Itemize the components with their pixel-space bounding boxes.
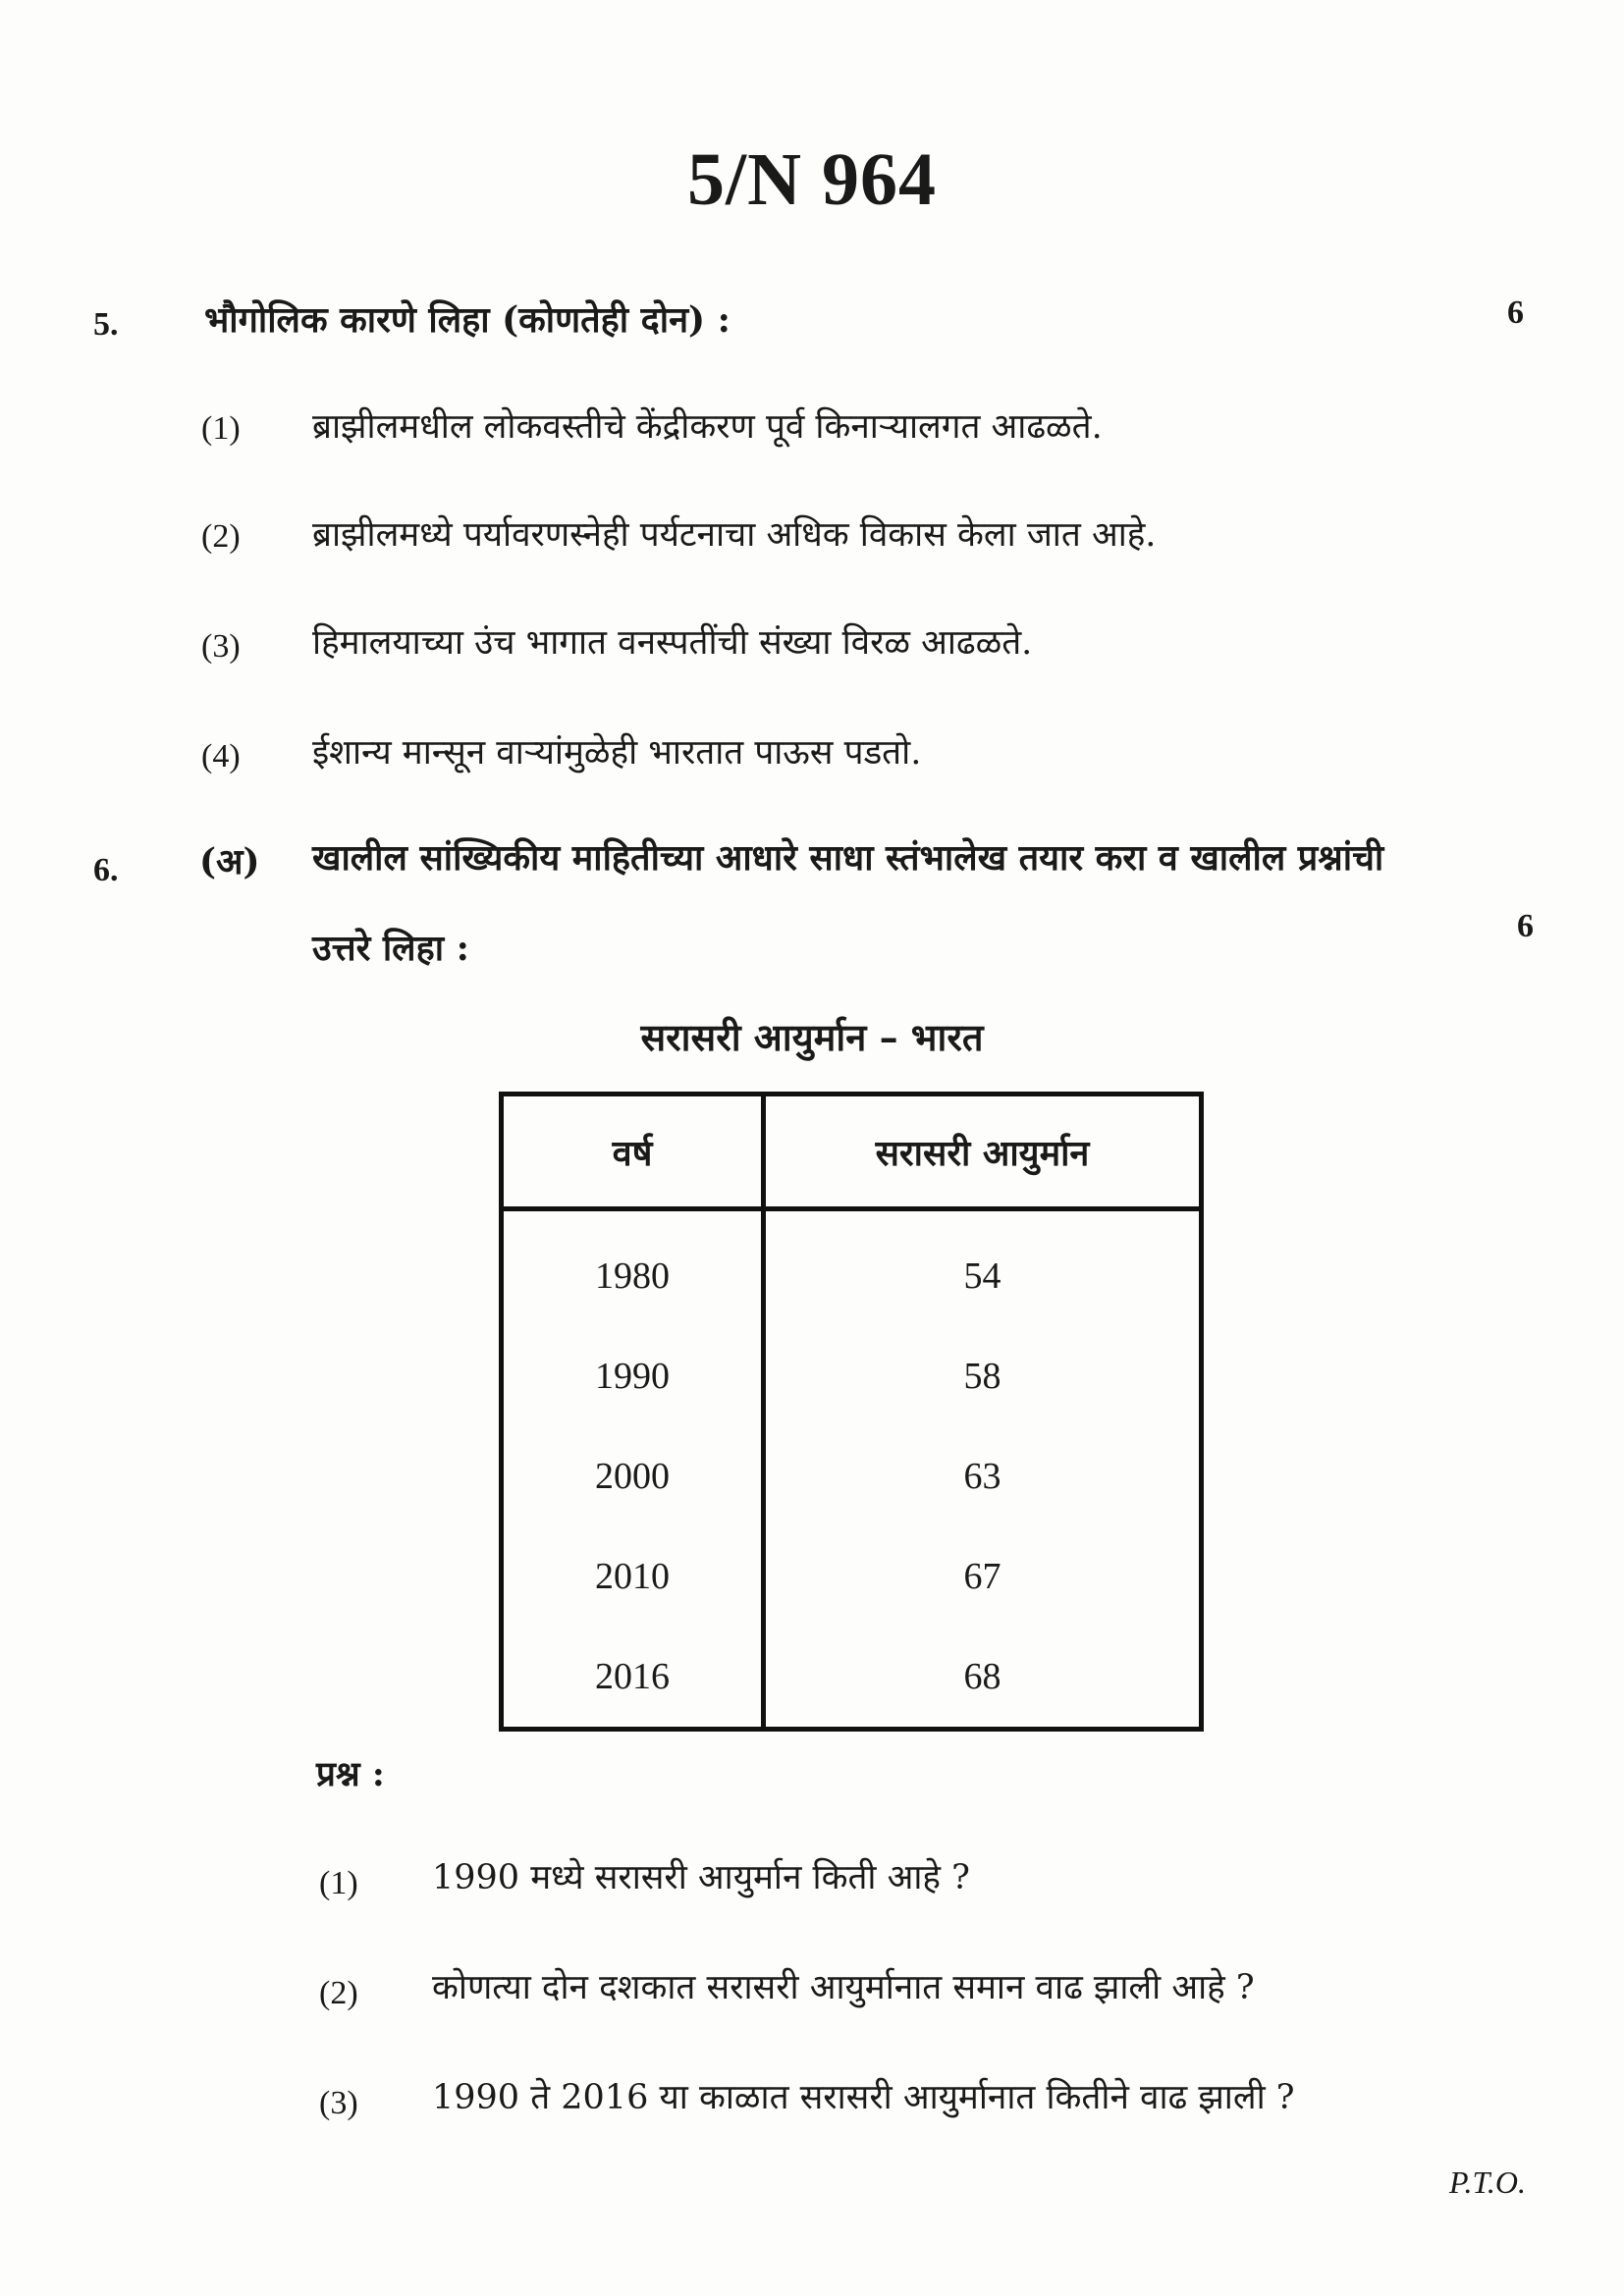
year-cell: 2010 (502, 1526, 764, 1627)
q6-question-1-number: (1) (319, 1865, 358, 1901)
table-row (502, 1326, 1202, 1426)
question-6-part: (अ) (199, 841, 260, 882)
header-life-expectancy: सरासरी आयुर्मान (764, 1095, 1202, 1209)
pto-label: P.T.O. (1449, 2164, 1526, 2200)
q5-item-4-text: ईशान्य मान्सून वाऱ्यांमुळेही भारतात पाऊस पडतो. (312, 733, 922, 773)
q5-item-2-text: ब्राझीलमध्ये पर्यावरणस्नेही पर्यटनाचा अधिक विकास केला जात आहे. (312, 515, 1157, 555)
q5-item-3-text: हिमालयाच्या उंच भागात वनस्पतींची संख्या विरळ आढळते. (312, 623, 1033, 663)
q6-question-1-text: 1990 मध्ये सरासरी आयुर्मान किती आहे ? (432, 1858, 970, 1897)
q5-item-1-text: ब्राझीलमधील लोकवस्तीचे केंद्रीकरण पूर्व किनाऱ्यालगत आढळते. (312, 407, 1103, 447)
q5-item-3-number: (3) (201, 628, 241, 665)
q6-question-2-text: कोणत्या दोन दशकात सरासरी आयुर्मानात समान वाढ झाली आहे ? (432, 1968, 1255, 2007)
year-cell: 2000 (502, 1426, 764, 1526)
table-row (502, 1209, 1202, 1327)
table-row (502, 1526, 1202, 1627)
q5-item-1-number: (1) (201, 410, 241, 447)
question-6-text-line2: उत्तरे लिहा : (312, 928, 469, 969)
header-year: वर्ष (502, 1095, 764, 1209)
table-row (502, 1426, 1202, 1526)
q6-question-2-number: (2) (319, 1975, 358, 2011)
q6-question-3-text: 1990 ते 2016 या काळात सरासरी आयुर्मानात कितीने वाढ झाली ? (432, 2078, 1295, 2117)
year-cell: 1980 (502, 1209, 764, 1327)
year-cell: 1990 (502, 1326, 764, 1426)
questions-label: प्रश्न : (316, 1754, 385, 1794)
paper-code: 5/N 964 (687, 138, 937, 221)
question-6-text-line1: खालील सांख्यिकीय माहितीच्या आधारे साधा स्तंभालेख तयार करा व खालील प्रश्नांची (312, 837, 1384, 879)
q6-question-3-number: (3) (319, 2085, 358, 2121)
value-cell: 63 (963, 1456, 1001, 1497)
question-5-marks: 6 (1507, 294, 1524, 331)
value-cell: 58 (963, 1356, 1001, 1397)
life-expectancy-table (499, 1092, 1204, 1732)
q5-item-4-number: (4) (201, 738, 241, 774)
question-6-number: 6. (93, 852, 119, 888)
value-cell: 67 (963, 1556, 1001, 1597)
q5-item-2-number: (2) (201, 518, 241, 555)
table-header-row (502, 1095, 1202, 1209)
question-5-text: भौगोलिक कारणे लिहा (कोणतेही दोन) : (204, 299, 731, 341)
table-title: सरासरी आयुर्मान – भारत (640, 1015, 984, 1059)
table-row (502, 1627, 1202, 1730)
question-5-number: 5. (93, 306, 119, 343)
value-cell: 54 (963, 1255, 1001, 1297)
year-cell: 2016 (502, 1627, 764, 1730)
value-cell: 68 (963, 1656, 1001, 1697)
question-6-marks: 6 (1517, 908, 1534, 944)
